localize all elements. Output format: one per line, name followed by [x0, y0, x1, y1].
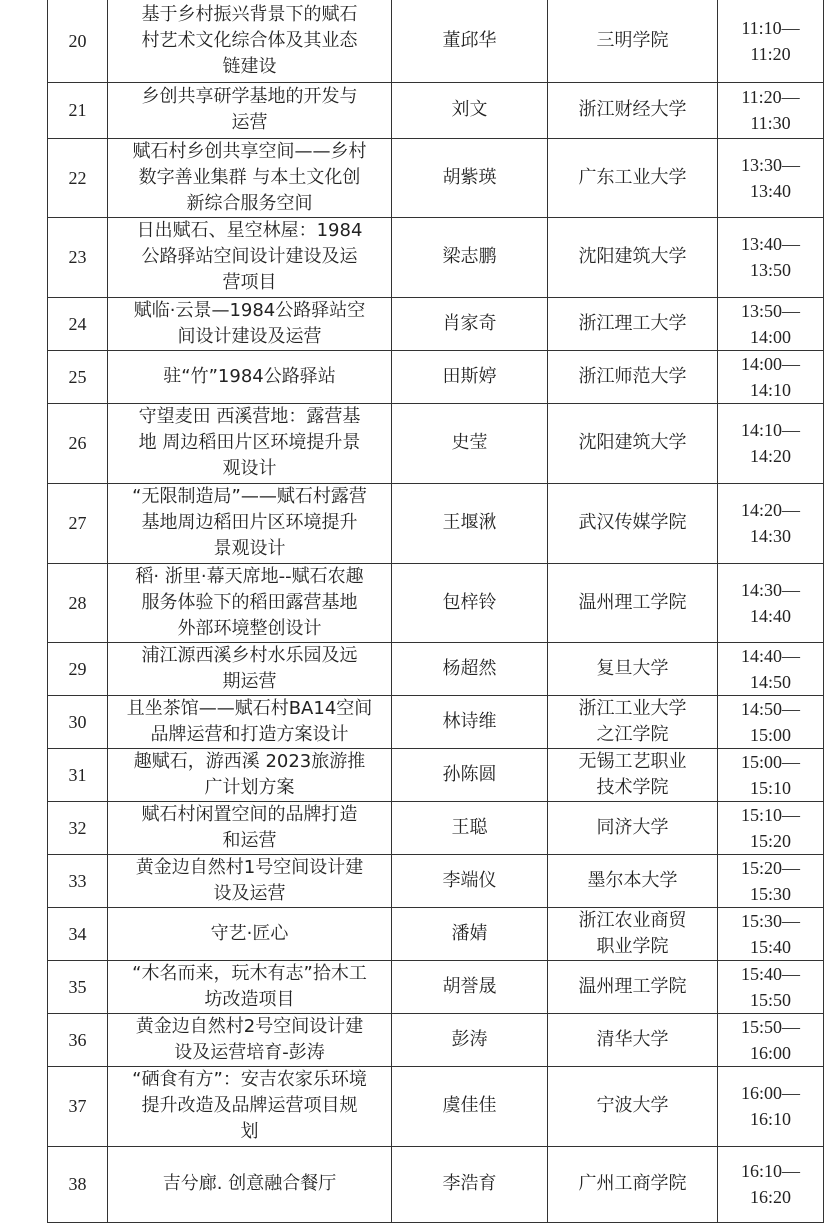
presenter-name: 潘婧	[392, 907, 548, 960]
project-title-line: 基地周边稻田片区环境提升	[141, 512, 358, 533]
school-name	[548, 82, 718, 138]
presenter-name: 虞佳佳	[392, 1066, 548, 1146]
time-end: 14:40	[749, 605, 791, 626]
time-end: 15:10	[749, 777, 791, 798]
project-title-line: 守艺·匠心	[210, 922, 289, 944]
row-number: 22	[48, 138, 108, 217]
school-name	[548, 801, 718, 854]
table-row	[48, 907, 824, 960]
time-slot	[718, 1013, 824, 1066]
time-start: 15:50—	[740, 1016, 800, 1037]
school-name-line: 浙江师范大学	[578, 365, 687, 387]
project-title-line: 提升改造及品牌运营项目规	[141, 1095, 358, 1116]
time-end: 13:50	[749, 260, 791, 280]
presenter-name: 田斯婷	[392, 350, 548, 403]
time-start: 14:10—	[740, 420, 800, 440]
school-name-line: 技术学院	[596, 776, 669, 798]
row-number: 34	[48, 907, 108, 960]
school-name-line: 宁波大学	[596, 1095, 669, 1116]
time-end: 15:00	[749, 724, 791, 745]
project-title-line: 浦江源西溪乡村水乐园及远	[141, 644, 358, 666]
school-name-line: 墨尔本大学	[587, 869, 678, 891]
project-title	[108, 82, 392, 138]
project-title	[108, 297, 392, 350]
project-title-line: 外部环境整创设计	[177, 617, 322, 639]
time-slot	[718, 0, 824, 82]
school-name	[548, 563, 718, 642]
presenter-name: 包梓铃	[392, 563, 548, 642]
project-title-line: 划	[240, 1121, 259, 1142]
time-slot	[718, 748, 824, 801]
table-row	[48, 960, 824, 1013]
table-row	[48, 138, 824, 217]
school-name-line: 温州理工学院	[578, 975, 687, 997]
table-row	[48, 483, 824, 563]
row-number: 30	[48, 695, 108, 748]
project-title-line: 赋石村闲置空间的品牌打造	[141, 803, 358, 825]
time-start: 14:30—	[740, 579, 800, 600]
project-title-line: 吉兮廊. 创意融合餐厅	[162, 1173, 337, 1194]
time-start: 15:40—	[740, 963, 800, 984]
project-title-line: 期运营	[222, 670, 277, 692]
time-slot	[718, 695, 824, 748]
table-row	[48, 217, 824, 297]
school-name	[548, 695, 718, 748]
project-title-line: 品牌运营和打造方案设计	[150, 723, 349, 745]
row-number: 38	[48, 1146, 108, 1222]
presenter-name: 李浩育	[392, 1146, 548, 1222]
project-title	[108, 1146, 392, 1222]
time-start: 15:00—	[740, 751, 800, 772]
time-start: 14:20—	[740, 500, 800, 520]
row-number: 23	[48, 217, 108, 297]
table-row	[48, 748, 824, 801]
time-slot	[718, 1066, 824, 1146]
school-name-line: 复旦大学	[596, 657, 669, 679]
table-row	[48, 403, 824, 483]
table-row	[48, 563, 824, 642]
project-title-line: 村艺术文化综合体及其业态	[141, 29, 358, 51]
table-row	[48, 1013, 824, 1066]
presenter-name: 王聪	[392, 801, 548, 854]
time-start: 16:00—	[740, 1083, 800, 1103]
time-slot	[718, 563, 824, 642]
project-title-line: 观设计	[222, 458, 277, 479]
project-title-line: 设及运营培育-彭涛	[174, 1041, 325, 1063]
project-title-line: “硒食有方”：安吉农家乐环境	[132, 1069, 367, 1090]
school-name	[548, 1066, 718, 1146]
school-name	[548, 217, 718, 297]
presenter-name: 董邱华	[392, 0, 548, 82]
school-name-line: 浙江农业商贸	[578, 909, 687, 931]
time-slot	[718, 350, 824, 403]
schedule-body	[48, 0, 824, 1222]
time-start: 13:30—	[740, 154, 800, 175]
table-row	[48, 350, 824, 403]
time-end: 16:00	[749, 1042, 791, 1063]
school-name-line: 同济大学	[596, 816, 669, 838]
school-name-line: 浙江工业大学	[578, 697, 687, 719]
row-number: 26	[48, 403, 108, 483]
project-title-line: 公路驿站空间设计建设及运	[141, 246, 358, 267]
project-title	[108, 1013, 392, 1066]
project-title-line: 服务体验下的稻田露营基地	[141, 591, 358, 613]
school-name-line: 温州理工学院	[578, 591, 687, 613]
school-name-line: 无锡工艺职业	[578, 750, 687, 772]
time-slot	[718, 82, 824, 138]
project-title-line: 营项目	[222, 272, 277, 293]
project-title	[108, 854, 392, 907]
project-title-line: 黄金边自然村2号空间设计建	[135, 1015, 364, 1037]
project-title-line: 和运营	[222, 829, 277, 851]
time-slot	[718, 138, 824, 217]
time-end: 14:30	[749, 526, 791, 546]
time-slot	[718, 907, 824, 960]
row-number: 21	[48, 82, 108, 138]
school-name-line: 沈阳建筑大学	[578, 246, 687, 267]
project-title-line: 广计划方案	[204, 776, 295, 798]
time-slot	[718, 960, 824, 1013]
school-name	[548, 483, 718, 563]
school-name	[548, 642, 718, 695]
school-name	[548, 0, 718, 82]
time-slot	[718, 483, 824, 563]
table-row	[48, 642, 824, 695]
row-number: 20	[48, 0, 108, 82]
school-name	[548, 138, 718, 217]
row-number: 35	[48, 960, 108, 1013]
time-start: 11:20—	[741, 87, 800, 107]
school-name-line: 三明学院	[596, 29, 669, 51]
project-title-line: 坊改造项目	[204, 988, 295, 1010]
row-number: 33	[48, 854, 108, 907]
table-row	[48, 801, 824, 854]
project-title-line: 驻“竹”1984公路驿站	[163, 365, 336, 387]
project-title-line: 乡创共享研学基地的开发与	[141, 86, 358, 107]
school-name-line: 之江学院	[596, 723, 669, 745]
project-title	[108, 403, 392, 483]
row-number: 28	[48, 563, 108, 642]
school-name-line: 浙江财经大学	[578, 99, 687, 120]
project-title-line: 赋临·云景—1984公路驿站空	[133, 299, 366, 321]
time-start: 11:10—	[741, 17, 800, 38]
row-number: 31	[48, 748, 108, 801]
school-name	[548, 1013, 718, 1066]
table-row	[48, 1146, 824, 1222]
project-title	[108, 1066, 392, 1146]
time-end: 11:30	[750, 113, 791, 133]
project-title	[108, 138, 392, 217]
presenter-name: 史莹	[392, 403, 548, 483]
presenter-name: 林诗维	[392, 695, 548, 748]
project-title-line: 景观设计	[213, 538, 286, 559]
school-name	[548, 907, 718, 960]
project-title-line: 守望麦田 西溪营地：露营基	[138, 406, 361, 427]
time-slot	[718, 642, 824, 695]
time-start: 14:00—	[740, 353, 800, 374]
project-title-line: 地 周边稻田片区环境提升景	[138, 432, 361, 453]
school-name-line: 职业学院	[596, 935, 669, 957]
project-title-line: 间设计建设及运营	[177, 325, 322, 347]
presenter-name: 李端仪	[392, 854, 548, 907]
time-end: 14:50	[749, 671, 791, 692]
time-end: 14:20	[749, 446, 791, 466]
project-title-line: 赋石村乡创共享空间——乡村	[132, 140, 367, 162]
project-title	[108, 0, 392, 82]
school-name-line: 浙江理工大学	[578, 312, 687, 334]
row-number: 29	[48, 642, 108, 695]
school-name-line: 广州工商学院	[578, 1173, 687, 1194]
presenter-name: 杨超然	[392, 642, 548, 695]
project-title-line: 运营	[231, 112, 268, 133]
table-row	[48, 695, 824, 748]
school-name	[548, 748, 718, 801]
time-end: 14:10	[749, 379, 791, 400]
time-start: 14:40—	[740, 645, 800, 666]
school-name-line: 武汉传媒学院	[578, 512, 687, 533]
project-title-line: 且坐茶馆——赋石村BA14空间	[126, 697, 373, 719]
presenter-name: 胡紫瑛	[392, 138, 548, 217]
time-start: 16:10—	[740, 1161, 800, 1181]
project-title	[108, 563, 392, 642]
row-number: 32	[48, 801, 108, 854]
project-title-line: 新综合服务空间	[186, 192, 313, 214]
time-end: 16:10	[749, 1109, 791, 1129]
time-start: 15:20—	[740, 857, 800, 878]
project-title	[108, 960, 392, 1013]
project-title-line: 日出赋石、星空林屋：1984	[136, 220, 363, 241]
time-end: 15:20	[749, 830, 791, 851]
schedule-table	[47, 0, 824, 1223]
time-slot	[718, 403, 824, 483]
time-end: 11:20	[750, 43, 791, 64]
time-end: 13:40	[749, 180, 791, 201]
presenter-name: 刘文	[392, 82, 548, 138]
time-slot	[718, 217, 824, 297]
presenter-name: 胡誉晟	[392, 960, 548, 1013]
table-row	[48, 82, 824, 138]
presenter-name: 孙陈圆	[392, 748, 548, 801]
project-title-line: “木名而来，玩木有志”拾木工	[132, 962, 367, 984]
project-title-line: 基于乡村振兴背景下的赋石	[141, 3, 358, 25]
project-title-line: 黄金边自然村1号空间设计建	[135, 856, 364, 878]
time-start: 15:10—	[740, 804, 800, 825]
presenter-name: 王堰湫	[392, 483, 548, 563]
time-start: 13:40—	[740, 234, 800, 254]
school-name-line: 清华大学	[596, 1028, 669, 1050]
project-title-line: “无限制造局”——赋石村露营	[132, 486, 367, 507]
presenter-name: 彭涛	[392, 1013, 548, 1066]
school-name	[548, 854, 718, 907]
time-slot	[718, 854, 824, 907]
project-title-line: 链建设	[222, 55, 277, 77]
row-number: 37	[48, 1066, 108, 1146]
presenter-name: 梁志鹏	[392, 217, 548, 297]
project-title-line: 数字善业集群 与本土文化创	[138, 166, 361, 188]
school-name	[548, 297, 718, 350]
row-number: 36	[48, 1013, 108, 1066]
project-title	[108, 350, 392, 403]
project-title-line: 稻· 浙里·幕天席地--赋石农趣	[135, 565, 364, 587]
time-slot	[718, 297, 824, 350]
school-name-line: 沈阳建筑大学	[578, 432, 687, 453]
school-name	[548, 403, 718, 483]
time-end: 16:20	[749, 1187, 791, 1207]
time-end: 15:30	[749, 883, 791, 904]
project-title	[108, 801, 392, 854]
school-name	[548, 960, 718, 1013]
row-number: 27	[48, 483, 108, 563]
project-title	[108, 483, 392, 563]
table-row	[48, 0, 824, 82]
table-row	[48, 854, 824, 907]
project-title-line: 趣赋石，游西溪 2023旅游推	[133, 750, 366, 772]
table-row	[48, 1066, 824, 1146]
project-title	[108, 217, 392, 297]
table-row	[48, 297, 824, 350]
presenter-name: 肖家奇	[392, 297, 548, 350]
time-start: 14:50—	[740, 698, 800, 719]
row-number: 25	[48, 350, 108, 403]
time-start: 15:30—	[740, 910, 800, 931]
school-name	[548, 1146, 718, 1222]
project-title	[108, 748, 392, 801]
time-end: 15:50	[749, 989, 791, 1010]
row-number: 24	[48, 297, 108, 350]
time-end: 14:00	[749, 326, 791, 347]
school-name	[548, 350, 718, 403]
project-title	[108, 695, 392, 748]
time-start: 13:50—	[740, 300, 800, 321]
project-title-line: 设及运营	[213, 882, 286, 904]
time-end: 15:40	[749, 936, 791, 957]
time-slot	[718, 1146, 824, 1222]
time-slot	[718, 801, 824, 854]
project-title	[108, 907, 392, 960]
project-title	[108, 642, 392, 695]
school-name-line: 广东工业大学	[578, 166, 687, 188]
